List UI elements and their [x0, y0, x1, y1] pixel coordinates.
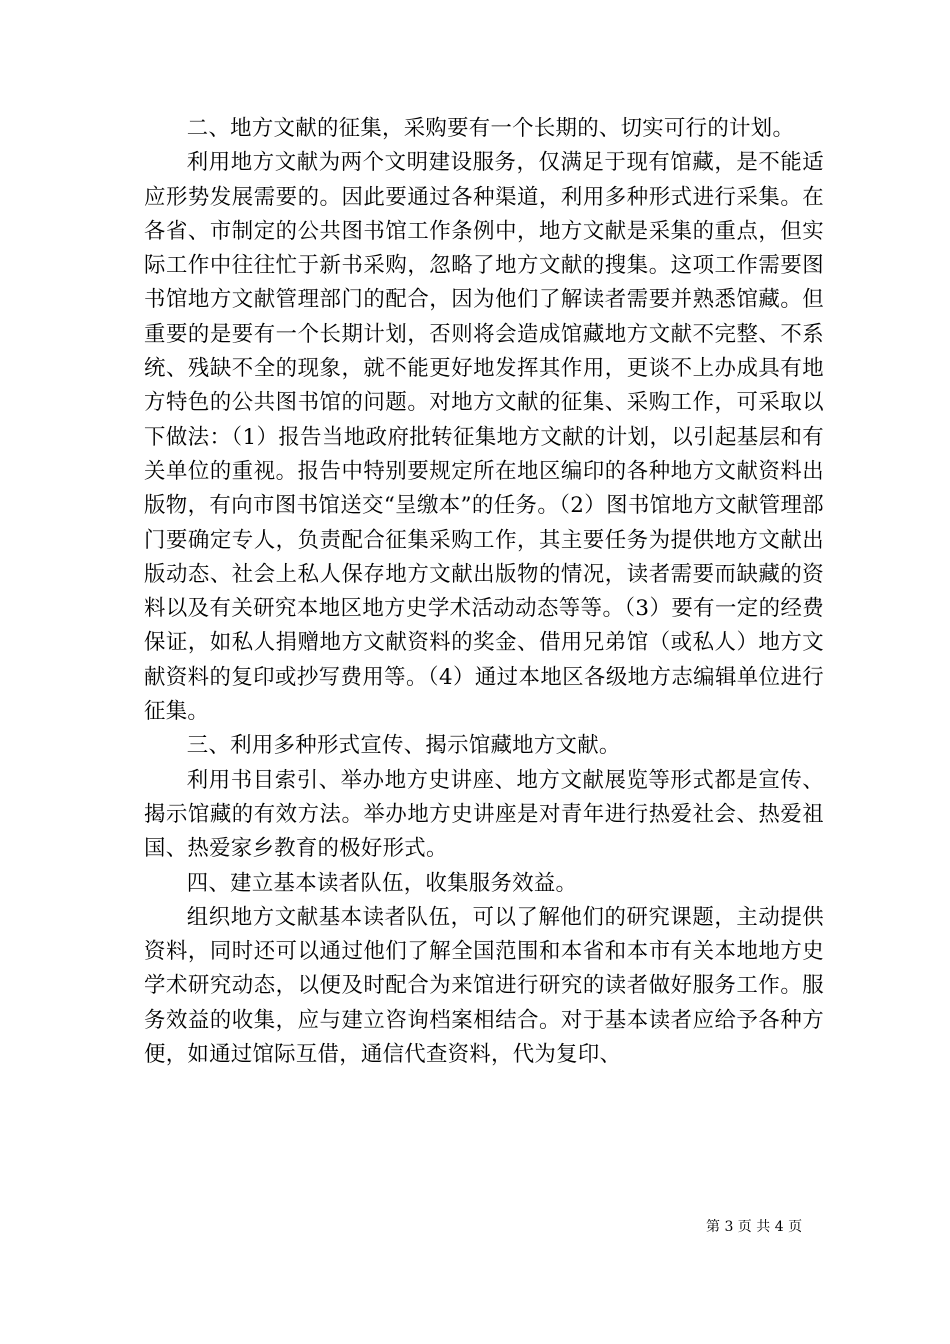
section-heading-4: 四、建立基本读者队伍，收集服务效益。 — [186, 870, 578, 896]
section-heading-3: 三、利用多种形式宣传、揭示馆藏地方文献。 — [186, 733, 621, 759]
body-paragraph: 组织地方文献基本读者队伍，可以了解他们的研究课题，主动提供资料，同时还可以通过他们了解全国范围和本省和本市有关本地地方史学术研究动态，以便及时配合为来馆进行研究的读者做好服务工作。服务效益的收集，应与建立咨询档案相结合。对于基本读者应给予各种方便，如通过馆际互借，通信代查资料，代为复印、 — [144, 904, 824, 1068]
body-paragraph: 利用地方文献为两个文明建设服务，仅满足于现有馆藏，是不能适应形势发展需要的。因此要通过各种渠道，利用多种形式进行采集。在各省、市制定的公共图书馆工作条例中，地方文献是采集的重点，但实际工作中往往忙于新书采购，忽略了地方文献的搜集。这项工作需要图书馆地方文献管理部门的配合，因为他们了解读者需要并熟悉馆藏。但重要的是要有一个长期计划，否则将会造成馆藏地方文献不完整、不系统、残缺不全的现象，就不能更好地发挥其作用，更谈不上办成具有地方特色的公共图书馆的问题。对地方文献的征集、采购工作，可采取以下做法：（1）报告当地政府批转征集地方文献的计划，以引起基层和有关单位的重视。报告中特别要规定所在地区编印的各种地方文献资料出版物，有向市图书馆送交“呈缴本”的任务。（2）图书馆地方文献管理部门要确定专人，负责配合征集采购工作，其主要任务为提供地方文献出版动态、社会上私人保存地方文献出版物的情况，读者需要而缺藏的资料以及有关研究本地区地方史学术活动动态等等。（3）要有一定的经费保证，如私人捐赠地方文献资料的奖金、借用兄弟馆（或私人）地方文献资料的复印或抄写费用等。（4）通过本地区各级地方志编辑单位进行征集。 — [144, 150, 824, 725]
page-number-footer: 第 3 页 共 4 页 — [706, 1219, 803, 1235]
body-paragraph: 利用书目索引、举办地方史讲座、地方文献展览等形式都是宣传、揭示馆藏的有效方法。举办地方史讲座是对青年进行热爱社会、热爱祖国、热爱家乡教育的极好形式。 — [144, 767, 824, 862]
document-page — [144, 112, 824, 1072]
section-heading-2: 二、地方文献的征集，采购要有一个长期的、切实可行的计划。 — [186, 116, 795, 141]
